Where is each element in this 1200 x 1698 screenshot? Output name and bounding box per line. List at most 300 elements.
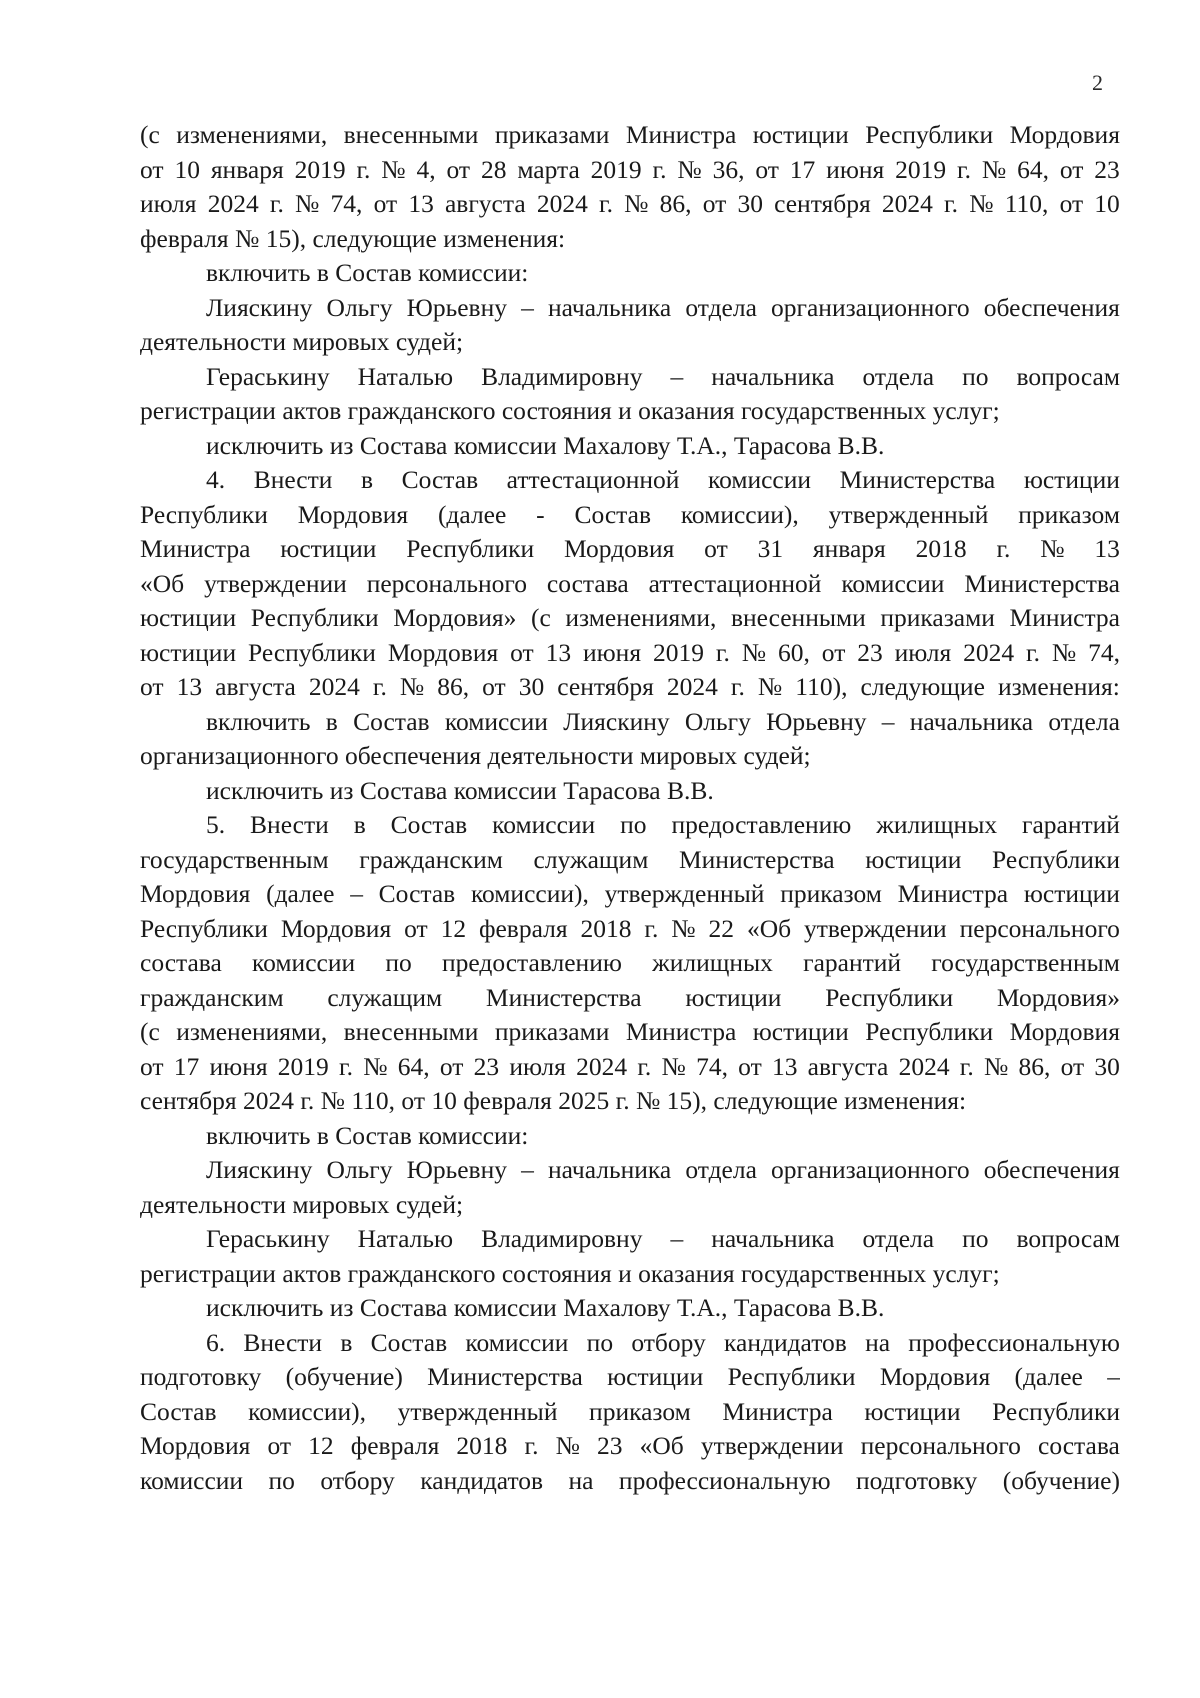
text-line [140,118,1120,153]
word: профессиональную [618,1465,831,1495]
word: Состав [370,1327,448,1357]
word: 2024 [308,672,360,701]
word: по [268,1465,295,1495]
word: № [555,1431,580,1460]
word: предоставлению [671,810,852,839]
text-line [140,601,1120,636]
word: обеспечения [983,1155,1120,1184]
word: по [962,361,989,391]
word: от [373,189,398,218]
word: внесенными [343,1017,479,1046]
word: отдела [862,361,935,391]
word: 12 [440,913,467,943]
text-line: февраля № 15), следующие изменения: [140,223,566,253]
word: № [624,189,649,218]
word: 2024 [576,1051,628,1081]
word: 2024 [898,1051,950,1081]
word: Мордовия [1009,1017,1120,1046]
word: 4, [416,154,436,184]
word: 31 [757,534,784,563]
word: начальника [547,1155,672,1184]
word: 2024 [881,189,933,218]
word: 13 [1094,534,1120,563]
word: г. [1026,637,1040,667]
text-line: деятельности мировых судей; [140,1189,464,1219]
word: Состав [378,879,456,908]
text-line [140,1464,1120,1499]
word: от [704,534,728,563]
word: от [140,154,164,184]
word: Мордовия [564,534,675,563]
word: Министра [1009,603,1120,632]
word: утвержденный [604,879,765,908]
word: вопросам [1016,1224,1120,1253]
word: № [741,637,767,667]
word: 2019 [294,154,346,184]
word: Состав [574,499,651,529]
word: № [757,672,783,701]
word: Мордовия» [393,603,517,632]
word: начальника [909,706,1034,736]
text-line: включить в Состав комиссии: [206,258,529,287]
word: Республики [406,534,535,563]
text-line: регистрации актов гражданского состояния и оказания государственных услуг; [140,396,1000,425]
word: государственным [140,844,329,874]
word: Республики [140,499,268,529]
word: 10 [174,154,200,184]
word: 2019 [277,1051,329,1081]
word: включить [206,706,311,736]
text-line [140,1326,1120,1361]
word: марта [517,154,580,184]
word: юстиции [1023,465,1120,494]
word: г. [269,189,284,218]
word: утвержденный [828,499,989,529]
word: предоставлению [441,948,622,977]
word: Юрьевну [406,1155,507,1184]
word: отдела [685,292,757,322]
word: гарантий [1022,810,1120,839]
word: по [385,948,412,977]
word: от [1059,154,1084,184]
text-line: исключить из Состава комиссии Махалову Т.А., Тарасова В.В. [206,1293,885,1322]
word: г. [637,1051,652,1081]
word: (далее [266,879,335,908]
word: февраля [350,1431,440,1460]
word: г. [652,154,667,184]
word: – [670,1224,684,1253]
word: июля [509,1051,566,1081]
word: юстиции [864,1396,961,1426]
word: приказом [780,879,882,908]
word: обеспечения [983,292,1120,322]
word: юстиции [280,534,377,563]
word: 74, [696,1051,728,1081]
word: аттестационной [506,465,680,494]
text-line [140,1015,1120,1050]
word: 60, [778,637,810,667]
word: от [482,672,506,701]
word: юстиции [1023,879,1120,908]
word: изменения: [997,672,1120,701]
word: юстиции [685,982,782,1012]
text-line [140,291,1120,326]
word: комиссии), [248,1396,367,1426]
word: г. [339,1051,353,1081]
word: от [1060,1051,1085,1081]
word: Внести [250,810,329,839]
word: по [962,1224,989,1253]
word: Наталью [357,361,454,391]
word: юстиции [140,603,237,632]
word: Владимировну [481,1224,643,1253]
word: Республики [250,603,379,632]
word: следующие [860,672,985,701]
word: комиссии), [470,879,589,908]
word: Лияскину [563,706,670,736]
word: Ольгу [684,706,751,736]
word: 2024 [536,189,588,218]
text-line [140,670,1120,705]
word: г. [730,672,745,701]
word: начальника [547,292,672,322]
word: Республики [992,1396,1120,1426]
word: Мордовия [140,1431,251,1460]
word: 2018 [915,534,967,563]
word: комиссии [465,1327,569,1357]
word: отбору [320,1465,395,1495]
word: 4. [206,465,226,494]
word: 86, [1018,1051,1051,1081]
word: профессиональную [908,1327,1120,1357]
word: по [586,1327,614,1357]
word: комиссии), [680,499,799,529]
text-line: деятельности мировых судей; [140,327,464,356]
word: состава [140,948,222,977]
word: Министерства [964,568,1120,598]
word: отдела [685,1155,757,1184]
text-line [140,1429,1120,1464]
text-line [140,1395,1120,1430]
word: на [865,1327,891,1357]
word: государственным [931,948,1120,977]
word: от [702,189,727,218]
word: подготовку [856,1465,978,1495]
word: организационного [771,292,970,322]
word: Республики [140,913,268,943]
word: Мордовия [297,499,409,529]
word: (далее [1014,1362,1083,1391]
word: Республики [992,844,1120,874]
word: – [521,1155,534,1184]
text-line [140,843,1120,878]
word: изменениями, [565,603,717,632]
text-line [140,532,1120,567]
text-line [140,636,1120,671]
word: Мордовия [280,913,392,943]
word: июня [209,1051,268,1081]
word: февраля [478,913,568,943]
word: августа [807,1051,889,1081]
word: 5. [206,810,226,839]
word: 12 [308,1431,334,1460]
word: Республики [825,982,954,1012]
word: № [661,1051,686,1081]
word: в [340,1327,353,1357]
word: Состав [401,465,479,494]
word: Министра [140,534,251,563]
word: отдела [1048,706,1120,736]
word: Министерства [485,982,642,1012]
word: отдела [862,1224,935,1253]
word: приказами [494,1017,610,1046]
word: Министерства [678,844,835,874]
word: «Об [140,568,185,598]
word: Состав [353,706,430,736]
word: 2019 [895,154,947,184]
word: г. [715,637,730,667]
word: 13 [545,637,572,667]
word: 23 [597,1431,623,1460]
word: в [353,810,366,839]
word: – [670,361,684,391]
word: 30 [518,672,545,701]
word: Внести [253,465,333,494]
word: в [360,465,374,494]
page-number: 2 [1092,70,1103,95]
word: аттестационной [648,568,822,598]
word: 2024 [207,189,259,218]
word: № [363,1051,388,1081]
word: состава [1038,1431,1120,1460]
word: от [404,913,428,943]
word: внесенными [730,603,866,632]
word: приказами [880,603,995,632]
word: января [210,154,284,184]
word: 74, [330,189,363,218]
word: Внести [243,1327,323,1357]
word: жилищных [652,948,773,977]
word: кандидатов [420,1465,544,1495]
word: 10 [1094,189,1120,218]
word: Министерства [427,1362,583,1391]
word: 2019 [652,637,704,667]
word: 30 [737,189,763,218]
word: г. [599,189,613,218]
word: приказами [494,120,610,149]
word: по [620,810,647,839]
word: № [983,1051,1009,1081]
word: Министра [722,1396,833,1426]
word: гражданским [140,982,284,1012]
word: Гераськину [206,361,330,391]
word: – [1107,1362,1120,1391]
word: № [671,913,696,943]
word: июня [826,154,885,184]
word: Лияскину [206,292,313,322]
word: 23 [473,1051,500,1081]
word: (с [140,120,160,149]
word: гарантий [803,948,902,977]
word: 2018 [580,913,632,943]
word: 86, [659,189,692,218]
text-line [140,187,1120,222]
word: 2024 [666,672,718,701]
word: начальника [711,361,835,391]
word: г. [372,672,387,701]
word: № [295,189,320,218]
word: юстиции [140,637,237,667]
word: персонального [860,1431,1021,1460]
word: (далее [437,499,507,529]
word: организационного [771,1155,970,1184]
word: 23 [1094,154,1120,184]
word: Гераськину [206,1224,330,1253]
word: сентября [774,189,871,218]
word: комиссии [707,465,812,494]
word: персонального [959,913,1120,943]
text-line [140,912,1120,947]
word: № [969,189,994,218]
word: г. [959,1051,974,1081]
word: 2018 [456,1431,508,1460]
word: 13 [176,672,203,701]
word: 22 [708,913,735,943]
word: января [812,534,886,563]
word: утверждении [700,1431,844,1460]
word: Состав [390,810,468,839]
word: Мордовия» [996,982,1120,1012]
word: (обучение) [285,1362,403,1391]
word: августа [215,672,296,701]
text-line [140,808,1120,843]
word: Лияскину [206,1155,313,1184]
document-body [140,118,1120,1498]
word: юстиции [752,1017,849,1046]
text-line: организационного обеспечения деятельности мировых судей; [140,741,811,770]
word: «Об [639,1431,684,1460]
word: вопросам [1016,361,1120,391]
text-line [140,1222,1120,1257]
word: 2024 [963,637,1015,667]
word: Министра [897,879,1009,908]
word: Состав [140,1396,217,1426]
word: от [755,154,779,184]
word: Министра [625,120,737,149]
text-line: включить в Состав комиссии: [206,1120,529,1150]
word: от [510,637,534,667]
word: г. [996,534,1011,563]
word: июля [894,637,952,667]
word: приказом [589,1396,691,1426]
word: Юрьевну [766,706,867,736]
word: (с [140,1017,160,1046]
word: 13 [408,189,434,218]
word: 86, [437,672,470,701]
word: 17 [173,1051,200,1081]
word: комиссии [841,568,945,598]
word: состава [546,568,629,598]
word: утверждении [804,913,947,943]
word: изменениями, [176,120,328,149]
word: от [738,1051,762,1081]
word: от [267,1431,291,1460]
word: 30 [1094,1051,1120,1081]
word: сентября [557,672,654,701]
text-line: исключить из Состава комиссии Махалову Т.А., Тарасова В.В. [206,430,885,460]
text-line: исключить из Состава комиссии Тарасова В.В. [206,775,714,805]
word: № [381,154,406,184]
word: юстиции [752,120,849,149]
word: г. [644,913,659,943]
text-line [140,981,1120,1016]
word: отбору [631,1327,706,1357]
word: Министра [625,1017,737,1046]
word: г. [957,154,971,184]
word: 23 [857,637,883,667]
word: приказом [1018,499,1120,529]
word: в [325,706,338,736]
word: подготовку [140,1362,262,1391]
word: 28 [480,154,507,184]
word: юстиции [865,844,962,874]
word: служащим [327,982,443,1012]
word: 74, [1088,637,1120,667]
word: Владимировну [481,361,643,391]
word: 64, [397,1051,430,1081]
word: 110, [1004,189,1049,218]
word: Ольгу [326,292,393,322]
word: юстиции [607,1362,704,1391]
word: Республики [727,1362,856,1391]
word: жилищных [876,810,998,839]
word: комиссии [140,1465,244,1495]
word: 36, [712,154,745,184]
text-line [140,877,1120,912]
word: № [1040,534,1065,563]
word: персонального [366,568,527,598]
word: Мордовия [1009,120,1120,149]
word: – [881,706,895,736]
word: - [536,499,545,529]
word: от [446,154,471,184]
word: от [1059,189,1084,218]
word: – [521,292,534,322]
word: г. [356,154,371,184]
word: № [399,672,425,701]
word: – [350,879,363,908]
text-line [140,705,1120,740]
word: от [140,1051,164,1081]
word: комиссии [444,706,548,736]
word: на [568,1465,594,1495]
text-line: регистрации актов гражданского состояния и оказания государственных услуг; [140,1258,1000,1288]
word: утвержденный [397,1396,558,1426]
word: утверждении [204,568,347,598]
word: 110), [795,672,848,701]
text-line [140,1360,1120,1395]
word: июня [582,637,642,667]
word: № [981,154,1007,184]
word: Наталью [357,1224,454,1253]
word: начальника [711,1224,835,1253]
word: Республики [865,120,994,149]
word: от [140,672,164,701]
word: 6. [206,1327,226,1357]
text-line: сентября 2024 г. № 110, от 10 февраля 2025 г. № 15), следующие изменения: [140,1086,967,1115]
word: Республики [865,1017,994,1046]
text-line [140,567,1120,602]
